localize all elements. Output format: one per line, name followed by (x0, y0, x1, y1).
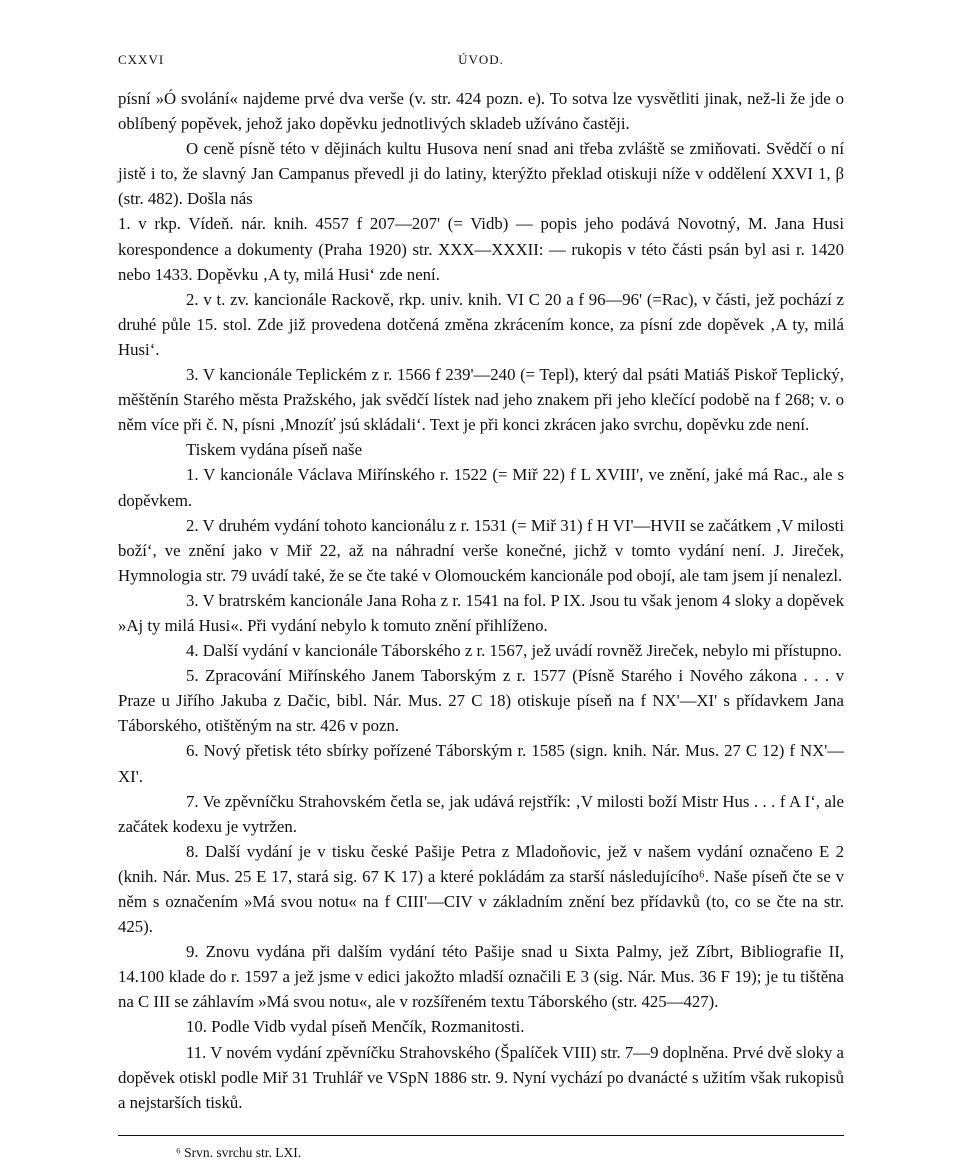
paragraph: písní »Ó svolání« najdeme prvé dva verše (v. str. 424 pozn. e). To sotva lze vysvětliti jinak, než-li že jde o oblíbený popěvek, jehož jako dopěvku jednotlivých skladeb užíváno častěji. (118, 89, 844, 134)
body-text (118, 86, 844, 1115)
footnote-text: Srvn. svrchu str. LXI. (184, 1144, 302, 1160)
paragraph: 4. Další vydání v kancionále Táborského z r. 1567, jež uvádí rovněž Jireček, nebylo mi přístupno. (186, 641, 842, 661)
paragraph: 11. V novém vydání zpěvníčku Strahovského (Špalíček VIII) str. 7—9 doplněna. Prvé dvě sloky a dopěvek otiskl podle Miř 31 Truhlář ve VSpN 1886 str. 9. Nyní vychází po dvanácté s užitím však rukopisů a nejstarších tisků. (118, 1042, 844, 1112)
paragraph: 9. Znovu vydána při dalším vydání této Pašije snad u Sixta Palmy, jež Zíbrt, Bibliografie II, 14.100 klade do r. 1597 a jež jsme v edici jakožto mladší označili E 3 (sig. Nár. Mus. 36 F 19); je tu tištěna na C III se záhlavím »Má svou notu«, ale v rozšířeném textu Táborského (str. 425—427). (118, 942, 844, 1012)
footnote-mark: ⁶ (176, 1144, 181, 1160)
footnote-rule (118, 1135, 844, 1136)
running-head (118, 52, 844, 74)
footnote (118, 1144, 844, 1162)
running-title: ÚVOD. (458, 52, 504, 67)
paragraph: 10. Podle Vidb vydal píseň Menčík, Rozmanitosti. (186, 1017, 525, 1037)
paragraph: 1. V kancionále Václava Miřínského r. 1522 (= Miř 22) f L XVIII', ve znění, jaké má Rac., ale s dopěvkem. (118, 465, 844, 510)
page-number: CXXVI (118, 52, 165, 67)
paragraph: 5. Zpracování Miřínského Janem Taborským z r. 1577 (Písně Starého i Nového zákona . . . v Praze u Jiřího Jakuba z Dačic, bibl. Nár. Mus. 27 C 18) otiskuje píseň na f NX'—XI' s přídavkem Jana Táborského, otištěným na str. 426 v pozn. (118, 666, 844, 736)
paragraph: 6. Nový přetisk této sbírky pořízené Táborským r. 1585 (sign. knih. Nár. Mus. 27 C 12) f NX'—XI'. (118, 741, 844, 786)
paragraph: 8. Další vydání je v tisku české Pašije Petra z Mladoňovic, jež v našem vydání označeno E 2 (knih. Nár. Mus. 25 E 17, stará sig. 67 K 17) a které pokládám za starší následujícího⁶. Naše píseň čte se v něm s označením »Má svou notu« na f CIII'—CIV v základním znění bez přídavků (to, co se čte na str. 425). (118, 841, 844, 937)
paragraph: O ceně písně této v dějinách kultu Husova není snad ani třeba zvláště se zmiňovati. Svědčí o ní jistě i to, že slavný Jan Campanus převedl ji do latiny, kterýžto překlad otiskuji níže v oddělení XXVI 1, β (str. 482). Došla nás (118, 139, 844, 209)
paragraph: 3. V bratrském kancionále Jana Roha z r. 1541 na fol. P IX. Jsou tu však jenom 4 sloky a dopěvek »Aj ty milá Husi«. Při vydání nebylo k tomuto znění přihlíženo. (118, 590, 844, 635)
paragraph: 2. v t. zv. kancionále Rackově, rkp. univ. knih. VI C 20 a f 96—96' (=Rac), v části, jež pochází z druhé půle 15. stol. Zde již provedena dotčená změna zkrácením konce, za písní zde dopěvek ‚A ty, milá Husi‘. (118, 289, 844, 359)
paragraph: 7. Ve zpěvníčku Strahovském četla se, jak udává rejstřík: ‚V milosti boží Mistr Hus . . . f A I‘, ale začátek kodexu je vytržen. (118, 791, 844, 836)
paragraph: 1. v rkp. Vídeň. nár. knih. 4557 f 207—207' (= Vidb) — popis jeho podává Novotný, M. Jana Husi korespondence a dokumenty (Praha 1920) str. XXX—XXXII: — rukopis v této části psán byl asi r. 1420 nebo 1433. Dopěvku ‚A ty, milá Husi‘ zde není. (118, 214, 844, 284)
paragraph: 3. V kancionále Teplickém z r. 1566 f 239'—240 (= Tepl), který dal psáti Matiáš Piskoř Teplický, měštěnín Starého města Pražského, jak svědčí lístek nad jeho znakem při jeho klečící podobě na f 268; v. o něm více při č. N, písni ‚Mnozíť jsú skládali‘. Text je při konci zkrácen jako svrchu, dopěvku zde není. (118, 365, 844, 435)
page (118, 52, 844, 1162)
paragraph: Tiskem vydána píseň naše (186, 440, 363, 460)
paragraph: 2. V druhém vydání tohoto kancionálu z r. 1531 (= Miř 31) f H VI'—HVII se začátkem ‚V milosti boží‘, ve znění jako v Miř 22, až na náhradní verše konečné, jichž v tomto vydání není. J. Jireček, Hymnologia str. 79 uvádí také, že se čte také v Olomouckém kancionále pod obojí, ale tam jsem jí nenalezl. (118, 515, 844, 585)
